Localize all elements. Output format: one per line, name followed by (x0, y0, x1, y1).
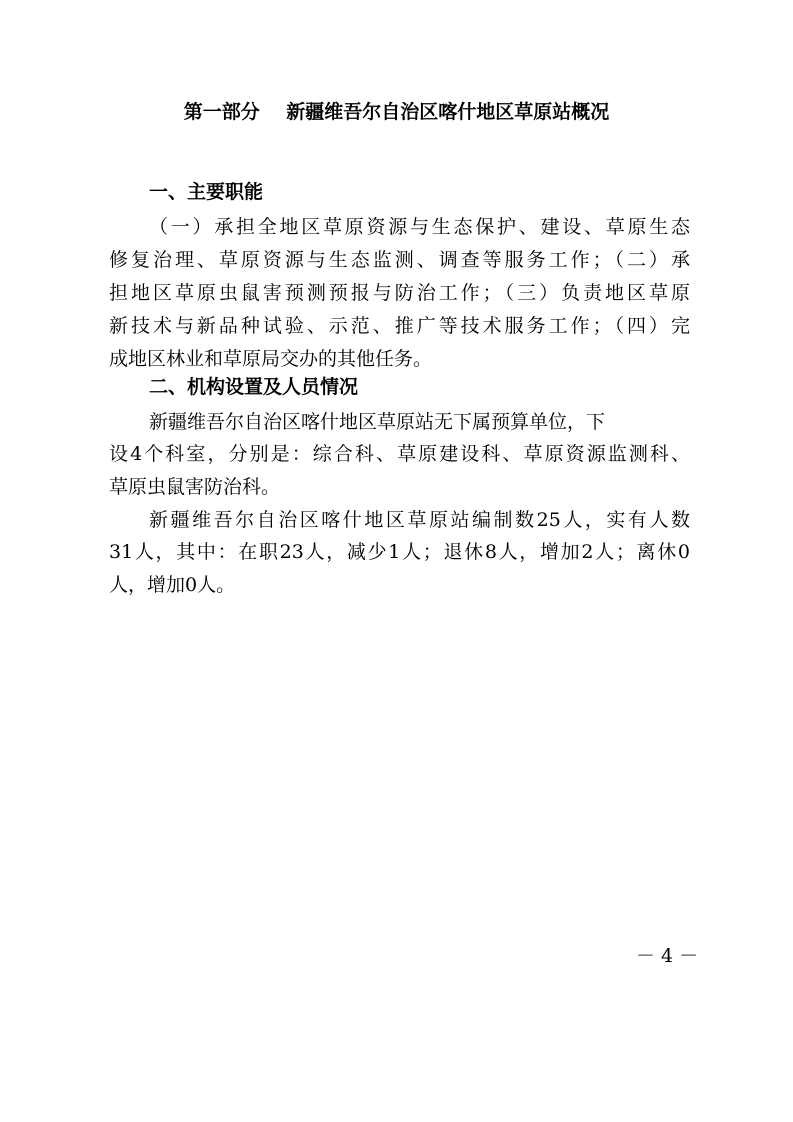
paragraph-line: 31人，其中：在职23人，减少1人；退休8人，增加2人；离休0 (109, 541, 690, 563)
page-number: － 4 － (636, 945, 699, 967)
page-title: 第一部分 新疆维吾尔自治区喀什地区草原站概况 (183, 101, 610, 123)
paragraph-line: 人，增加0人。 (109, 574, 236, 596)
paragraph-line: 新疆维吾尔自治区喀什地区草原站无下属预算单位，下 (149, 411, 606, 433)
section-heading-organization-staff: 二、机构设置及人员情况 (149, 376, 359, 398)
section-heading-main-functions: 一、主要职能 (149, 181, 264, 203)
paragraph-line: 成地区林业和草原局交办的其他任务。 (109, 348, 433, 370)
paragraph-line: 修复治理、草原资源与生态监测、调查等服务工作；（二）承 (109, 249, 690, 271)
paragraph-line: （一）承担全地区草原资源与生态保护、建设、草原生态 (149, 216, 690, 238)
paragraph-line: 新技术与新品种试验、示范、推广等技术服务工作；（四）完 (109, 315, 690, 337)
paragraph-line: 设4个科室，分别是：综合科、草原建设科、草原资源监测科、 (109, 443, 690, 465)
paragraph-line: 担地区草原虫鼠害预测预报与防治工作；（三）负责地区草原 (109, 282, 690, 304)
paragraph-line: 新疆维吾尔自治区喀什地区草原站编制数25人，实有人数 (149, 509, 690, 531)
paragraph-line: 草原虫鼠害防治科。 (109, 476, 281, 498)
